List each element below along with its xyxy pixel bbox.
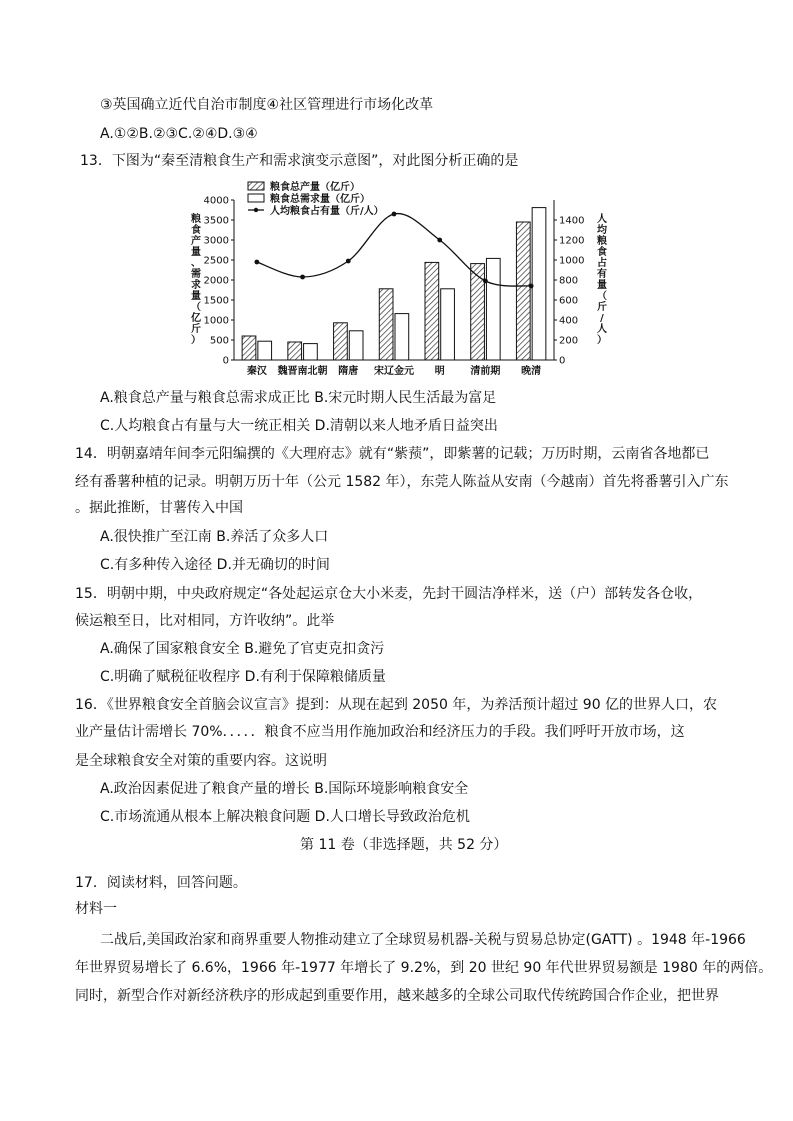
y2-axis-title-char: 占 [597,258,607,269]
y-axis-title-char: 亿 [191,313,201,324]
q14-options-ab: A.很快推广至江南 B.养活了众多人口 [100,529,329,545]
x-category-label: 明 [434,366,445,377]
bar-production [471,264,485,360]
q13-stem: 13．下图为“秦至清粮食生产和需求演变示意图”，对此图分析正确的是 [80,153,519,169]
y2-axis-title-char: 均 [597,225,607,236]
y-axis-title-char: 、 [191,258,201,269]
y2-axis-title-char: 粮 [597,236,607,247]
per-capita-point [483,279,488,284]
bar-production [379,289,393,360]
q17-para-line2: 年世界贸易增长了 6.6%，1966 年-1977 年增长了 9.2%，到 20 世纪 90 年代世界贸易额是 1980 年的两倍。 [75,960,773,976]
y-axis-title-char: 需 [191,269,201,280]
y2-tick-label: 1000 [559,255,585,267]
q16-line1: 16．《世界粮食安全首脑会议宣言》提到：从现在起到 2050 年，为养活预计超过 90 亿的世界人口，农 [75,697,718,713]
q13-options-cd: C.人均粮食占有量与大一统正相关 D.清朝以来人地矛盾日益突出 [100,418,498,434]
bar-production [242,336,256,360]
y2-axis-title-char: ） [597,335,607,346]
y-tick-label: 4000 [203,195,229,207]
q16-options-ab: A.政治因素促进了粮食产量的增长 B.国际环境影响粮食安全 [100,781,469,797]
y2-tick-label: 1200 [559,235,585,247]
q17-para-line3: 同时，新型合作对新经济秩序的形成起到重要作用，越来越多的全球公司取代传统跨国合作企业，把世界 [75,988,719,1004]
y-axis-title [191,212,201,346]
legend-swatch-production [248,182,264,190]
q14-line2: 经有番薯种植的记录。明朝万历十年（公元 1582 年），东莞人陈益从安南（今越南）首先将番薯引入广东 [75,474,729,490]
y2-axis-title-char: 有 [597,269,607,280]
y2-axis-title-char: （ [597,291,607,302]
q12-option-line: ③英国确立近代自治市制度④社区管理进行市场化改革 [100,97,434,113]
q14-line3: 。据此推断，甘薯传入中国 [75,500,243,516]
y2-axis-title [597,212,607,346]
legend-swatch-percapita-dot [254,208,258,212]
y-axis-title-char: 斤 [191,324,201,335]
bar-demand [441,289,455,360]
y-axis-title-char: 产 [191,236,201,247]
y2-axis-title-char: / [600,313,604,324]
x-category-label: 魏晋南北朝 [277,366,328,377]
y-axis-title-char: ） [191,335,201,346]
bar-production [334,323,348,360]
bar-production [516,222,530,360]
y-axis-title-char: 食 [191,225,201,236]
q17-stem: 17．阅读材料，回答问题。 [75,875,247,891]
bar-demand [486,258,500,360]
q13-options-ab: A.粮食总产量与粮食总需求成正比 B.宋元时期人民生活最为富足 [100,390,497,406]
q16-line3: 是全球粮食安全对策的重要内容。这说明 [75,753,327,769]
y-tick-label: 500 [209,335,229,347]
q15-line2: 候运粮至日，比对相同，方许收纳”。此举 [75,613,335,629]
y2-tick-label: 400 [559,315,579,327]
legend-swatch-demand [248,194,264,202]
q15-line1: 15．明朝中期，中央政府规定“各处起运京仓大小米麦，先封干圆洁净样米，送（户）部转发各仓收， [75,586,703,602]
y-tick-label: 2500 [203,255,229,267]
q15-options-ab: A.确保了国家粮食安全 B.避免了官吏克扣贪污 [100,641,385,657]
y2-axis-title-char: 斤 [597,302,607,313]
y-axis-title-char: 求 [191,280,201,291]
per-capita-point [254,260,259,265]
y2-axis-title-char: 量 [597,280,607,291]
y2-tick-label: 200 [559,335,579,347]
y-tick-label: 3000 [203,235,229,247]
q12-answers: A.①②B.②③C.②④D.③④ [100,126,258,142]
q16-options-cd: C.市场流通从根本上解决粮食问题 D.人口增长导致政治危机 [100,809,470,825]
per-capita-point [346,259,351,264]
y-tick-label: 1500 [203,295,229,307]
per-capita-point [437,238,442,243]
y-axis-title-char: 量 [191,291,201,302]
bar-demand [258,341,272,360]
q17-material-label: 材料一 [75,901,117,917]
per-capita-point [392,212,397,217]
bar-demand [532,208,546,360]
y2-axis-title-char: 人 [597,324,607,335]
q14-options-cd: C.有多种传入途径 D.并无确切的时间 [100,557,330,573]
q13-chart [190,176,610,382]
bar-demand [349,331,363,360]
chart-svg [190,176,610,382]
x-category-label: 隋唐 [338,366,359,377]
q15-options-cd: C.明确了赋税征收程序 D.有利于保障粮储质量 [100,669,386,685]
y2-tick-label: 1400 [559,215,585,227]
y-axis-title-char: 量 [191,247,201,258]
legend-label-production: 粮食总产量（亿斤） [270,182,360,193]
y-tick-label: 0 [222,355,229,367]
bar-demand [395,314,409,360]
q17-para-line1: 二战后,美国政治家和商界重要人物推动建立了全球贸易机器-关税与贸易总协定(GATT) 。1948 年-1966 [100,932,746,948]
y-axis-title-char: 粮 [191,214,201,225]
q16-line2: 业产量估计需增长 70%．．．．．粮食不应当用作施加政治和经济压力的手段。我们呼吁开放市场，这 [75,724,685,740]
bar-demand [304,344,318,360]
y2-axis-title-char: 人 [597,214,607,225]
per-capita-point [529,284,534,289]
y-axis-title-char: （ [191,302,201,313]
y2-tick-label: 0 [559,355,566,367]
bar-production [425,262,439,360]
section-title: 第 11 卷（非选择题，共 52 分） [300,837,508,853]
x-category-label: 清前期 [470,366,501,377]
y2-tick-label: 800 [559,275,579,287]
legend-label-percapita: 人均粮食占有量（斤/人） [270,206,384,217]
x-category-label: 宋辽金元 [374,366,414,377]
y-tick-label: 1000 [203,315,229,327]
y2-axis-title-char: 食 [597,247,607,258]
x-category-label: 秦汉 [246,366,267,377]
y-tick-label: 3500 [203,215,229,227]
bar-production [288,342,302,360]
x-category-label: 晚清 [521,366,542,377]
y-tick-label: 2000 [203,275,229,287]
y2-tick-label: 600 [559,295,579,307]
legend-label-demand: 粮食总需求量（亿斤） [270,194,370,205]
q14-line1: 14．明朝嘉靖年间李元阳编撰的《大理府志》就有“紫蓣”，即紫薯的记载；万历时期，云南省各地都已 [75,446,710,462]
per-capita-point [300,275,305,280]
